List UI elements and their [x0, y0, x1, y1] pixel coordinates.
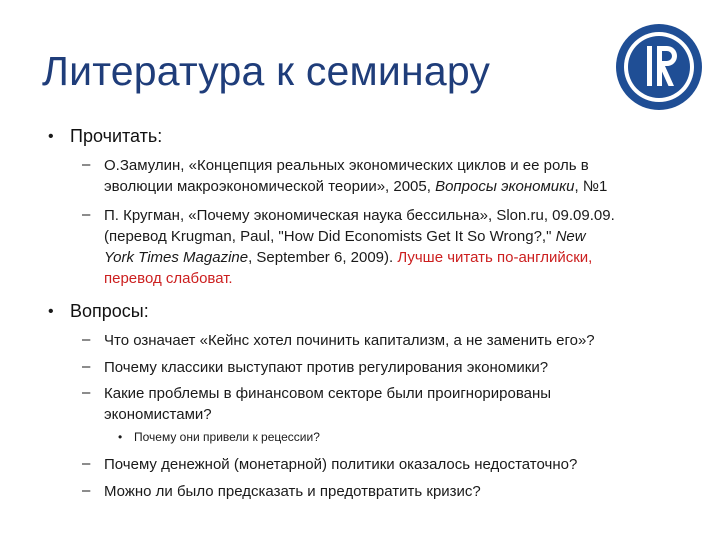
question-4: Почему денежной (монетарной) политики оказалось недостаточно?: [104, 456, 578, 473]
reading-1-line1: О.Замулин, «Концепция реальных экономических циклов и ее роль в: [104, 157, 589, 174]
question-3-line2: экономистами?: [104, 406, 212, 423]
dash-glyph: –: [82, 358, 91, 375]
question-5: Можно ли было предсказать и предотвратить кризис?: [104, 483, 481, 500]
dash-glyph: –: [82, 206, 91, 223]
bullet-glyph: •: [118, 430, 123, 444]
dash-glyph: –: [82, 455, 91, 472]
questions-heading: Вопросы:: [70, 301, 149, 321]
bullet-glyph: •: [48, 303, 54, 320]
question-3: [104, 383, 551, 425]
bullet-glyph: •: [48, 128, 54, 145]
page-title: Литература к семинару: [42, 48, 491, 94]
dash-glyph: –: [82, 384, 91, 401]
dash-glyph: –: [82, 156, 91, 173]
dash-glyph: –: [82, 331, 91, 348]
reading-1-line2: эволюции макроэкономической теории», 2005, Вопросы экономики, №1: [104, 178, 608, 195]
reading-2-line2: (перевод Krugman, Paul, "How Did Economists Get It So Wrong?," New: [104, 228, 586, 245]
reading-2-line3: York Times Magazine, September 6, 2009). Лучше читать по-английски,: [104, 249, 593, 266]
read-heading: Прочитать:: [70, 126, 163, 146]
reading-2-line4: перевод слабоват.: [104, 270, 233, 287]
reading-item-2: [104, 205, 704, 289]
hse-logo: [614, 22, 704, 112]
reading-item-1: [104, 155, 704, 197]
dash-glyph: –: [82, 482, 91, 499]
reading-2-line1: П. Кругман, «Почему экономическая наука бессильна», Slon.ru, 09.09.09.: [104, 207, 615, 224]
question-3-line1: Какие проблемы в финансовом секторе были проигнорированы: [104, 385, 552, 402]
question-1: Что означает «Кейнс хотел починить капитализм, а не заменить его»?: [104, 332, 595, 349]
question-2: Почему классики выступают против регулирования экономики?: [104, 359, 549, 376]
sub-question: Почему они привели к рецессии?: [134, 430, 320, 444]
